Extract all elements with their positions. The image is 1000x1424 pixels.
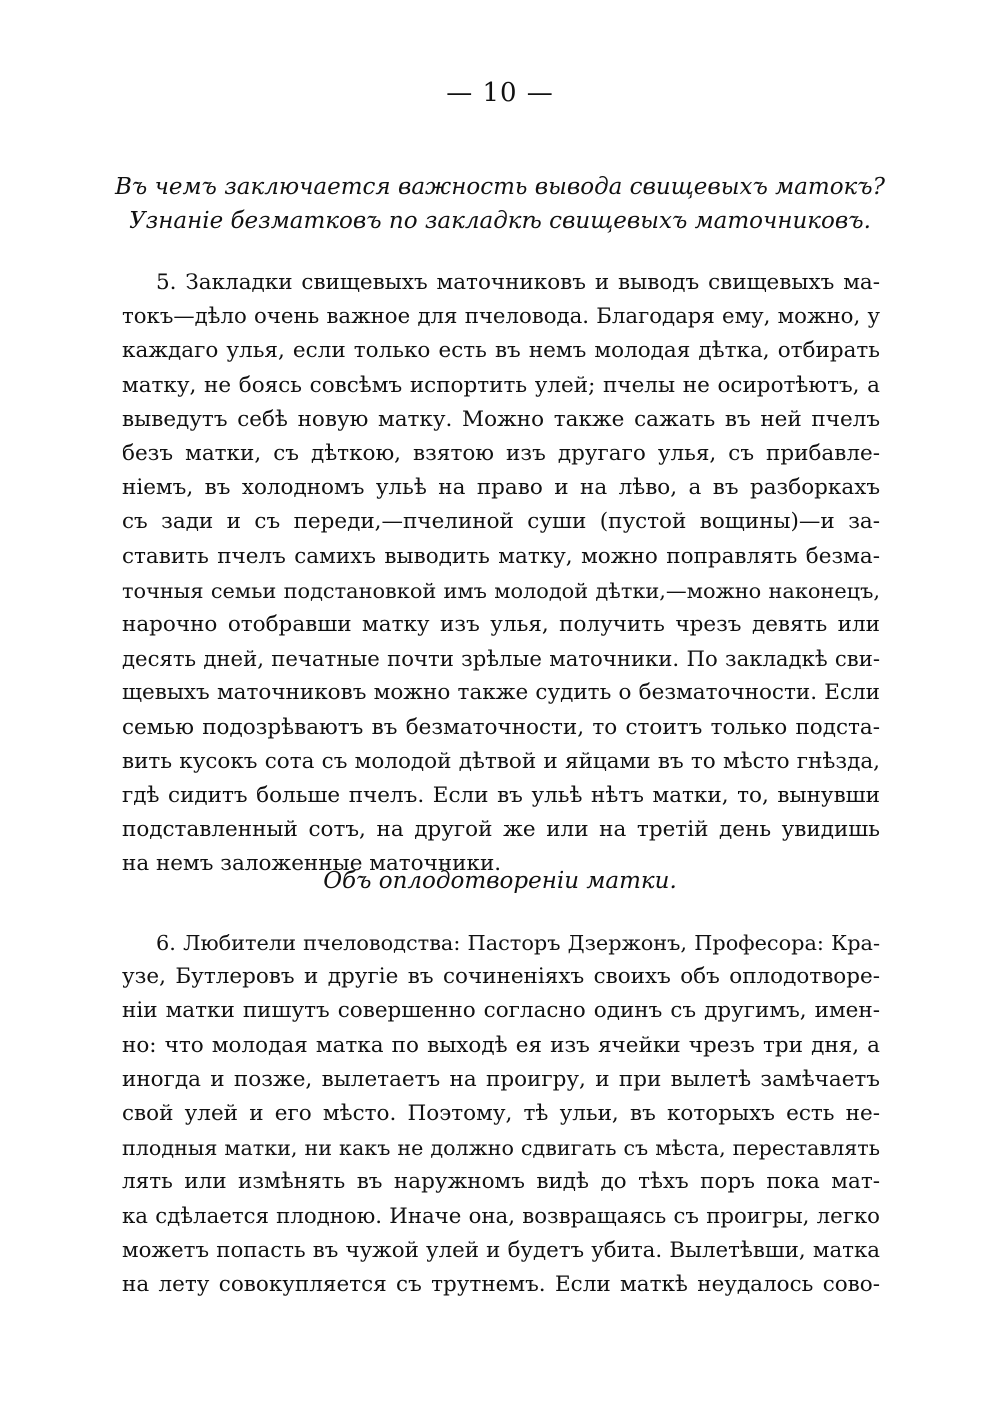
text-line: щевыхъ маточниковъ можно также судить о безматочности. Если — [122, 680, 880, 706]
text-line: нарочно отобравши матку изъ улья, получить чрезъ девять или — [122, 612, 880, 638]
text-line: матку, не боясь совсѣмъ испортить улей; пчелы не осиротѣютъ, а — [122, 372, 880, 398]
text-line: выведутъ себѣ новую матку. Можно также сажать въ ней пчелъ — [122, 406, 880, 432]
text-line: ніемъ, въ холодномъ ульѣ на право и на лѣво, а въ разборкахъ — [122, 475, 880, 501]
text-line: гдѣ сидитъ больше пчелъ. Если въ ульѣ нѣтъ матки, то, вынувши — [122, 783, 880, 809]
heading-line: Объ оплодотвореніи матки. — [323, 868, 677, 894]
text-line: можетъ попасть въ чужой улей и будетъ убита. Вылетѣвши, матка — [122, 1237, 880, 1263]
section-heading-fertilization — [100, 864, 900, 898]
text-line: свой улей и его мѣсто. Поэтому, тѣ ульи, въ которыхъ есть не- — [122, 1101, 880, 1127]
paragraph-6 — [122, 926, 880, 1302]
text-line: но: что молодая матка по выходѣ ея изъ ячейки чрезъ три дня, а — [122, 1032, 880, 1058]
text-line: лять или измѣнять въ наружномъ видѣ до тѣхъ поръ пока мат- — [122, 1169, 880, 1195]
heading-line: Узнаніе безматковъ по закладкѣ свищевыхъ маточниковъ. — [129, 208, 871, 234]
text-line: каждаго улья, если только есть въ немъ молодая дѣтка, отбирать — [122, 338, 880, 364]
text-line: иногда и позже, вылетаетъ на проигру, и при вылетѣ замѣчаетъ — [122, 1066, 880, 1092]
text-line: съ зади и съ переди,—пчелиной суши (пустой вощины)—и за- — [122, 509, 880, 535]
text-line: безъ матки, съ дѣткою, взятою изъ другаго улья, съ прибавле- — [122, 441, 880, 467]
text-line: ка сдѣлается плодною. Иначе она, возвращаясь съ проигры, легко — [122, 1203, 880, 1229]
text-line: на немъ заложенные маточники. — [122, 851, 502, 877]
text-line: токъ—дѣло очень важное для пчеловода. Благодаря ему, можно, у — [122, 304, 880, 330]
text-line: ніи матки пишутъ совершенно согласно одинъ съ другимъ, имен- — [122, 998, 880, 1024]
text-line: вить кусокъ сота съ молодой дѣтвой и яйцами въ то мѣсто гнѣзда, — [122, 748, 880, 774]
paragraph-5 — [122, 266, 880, 882]
text-line: на лету совокупляется съ трутнемъ. Если маткѣ неудалось сово- — [122, 1272, 880, 1298]
text-line: узе, Бутлеровъ и другіе въ сочиненіяхъ своихъ объ оплодотворе- — [122, 964, 880, 990]
text-line: 5. Закладки свищевыхъ маточниковъ и выводъ свищевыхъ ма- — [156, 270, 880, 295]
section-heading-queen-rearing — [100, 170, 900, 238]
text-line: ставить пчелъ самихъ выводить матку, можно поправлять безма- — [122, 543, 880, 569]
text-line: подставленный сотъ, на другой же или на третій день увидишь — [122, 817, 880, 843]
page-number: — 10 — — [446, 78, 554, 108]
text-line: плодныя матки, ни какъ не должно сдвигать съ мѣста, переставлять — [122, 1136, 880, 1161]
heading-line: Въ чемъ заключается важность вывода свищевыхъ матокъ? — [115, 174, 885, 200]
text-line: точныя семьи подстановкой имъ молодой дѣтки,—можно наконецъ, — [122, 578, 880, 603]
text-line: 6. Любители пчеловодства: Пасторъ Дзержонъ, Професора: Кра- — [156, 931, 880, 955]
text-line: семью подозрѣваютъ въ безматочности, то стоитъ только подста- — [122, 714, 880, 740]
text-line: десять дней, печатные почти зрѣлые маточники. По закладкѣ сви- — [122, 646, 880, 672]
